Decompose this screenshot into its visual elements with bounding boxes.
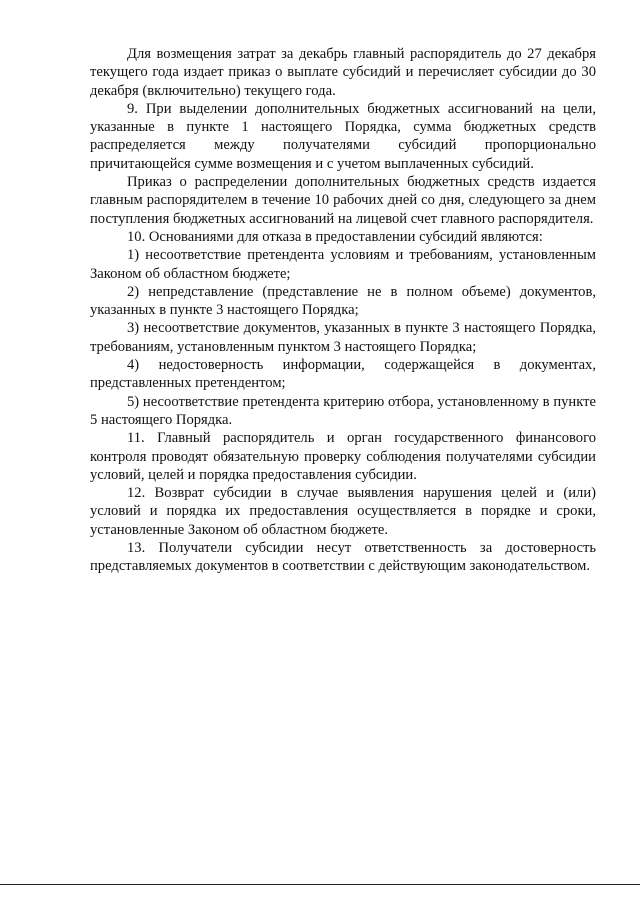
paragraph-12-return: 12. Возврат субсидии в случае выявления нарушения целей и (или) условий и порядка их предоставления осуществляется в порядке и сроки, установленные Законом об областном бюджете. [90,485,596,538]
paragraph-11-control: 11. Главный распорядитель и орган государственного финансового контроля проводят обязательную проверку соблюдения получателями субсидии условий, целей и порядка предоставления субсидии. [90,430,596,483]
list-item-refusal-4: 4) недостоверность информации, содержащейся в документах, представленных претендентом; [90,357,596,392]
paragraph-december-compensation: Для возмещения затрат за декабрь главный распорядитель до 27 декабря текущего года издает приказ о выплате субсидий и перечисляет субсидии до 30 декабря (включительно) текущего года. [90,46,596,99]
paragraph-distribution-order: Приказ о распределении дополнительных бюджетных средств издается главным распорядителем в течение 10 рабочих дней со дня, следующего за днем поступления бюджетных ассигнований на лицевой счет главного распорядителя. [90,174,596,227]
list-item-refusal-2: 2) непредставление (представление не в полном объеме) документов, указанных в пункте 3 настоящего Порядка; [90,283,596,319]
document-body [90,45,596,576]
list-item-refusal-1: 1) несоответствие претендента условиям и требованиям, установленным Законом об областном бюджете; [90,247,596,282]
paragraph-9-additional-allocations: 9. При выделении дополнительных бюджетных ассигнований на цели, указанные в пункте 1 настоящего Порядка, сумма бюджетных средств распределяется между получателями субсидий пропорционально причитающейся сумме возмещения и с учетом выплаченных субсидий. [90,100,596,172]
list-item-refusal-5: 5) несоответствие претендента критерию отбора, установленному в пункте 5 настоящего Порядка. [90,393,596,428]
paragraph-10-refusal-grounds: 10. Основаниями для отказа в предоставлении субсидий являются: [127,228,543,245]
list-item-refusal-3: 3) несоответствие документов, указанных в пункте 3 настоящего Порядка, требованиям, установленным пунктом 3 настоящего Порядка; [90,320,596,355]
page-bottom-divider [0,884,640,885]
paragraph-13-responsibility: 13. Получатели субсидии несут ответственность за достоверность представляемых документов в соответствии с действующим законодательством. [90,540,596,575]
